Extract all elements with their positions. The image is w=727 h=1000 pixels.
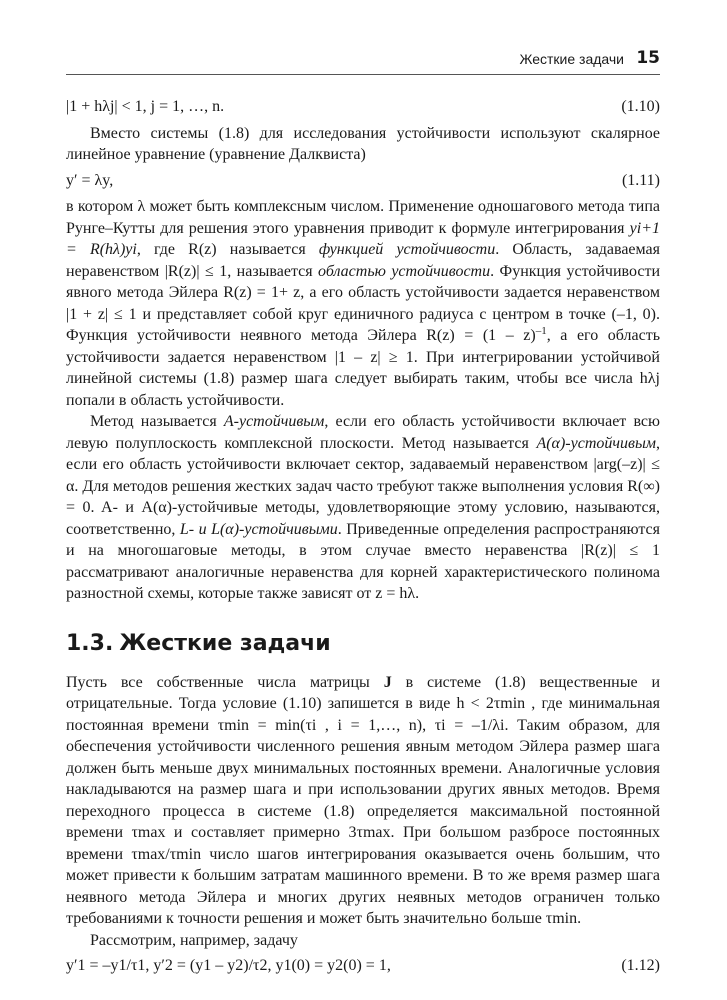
term-l-stable: L- и L(α)-устойчивыми	[179, 520, 338, 538]
section-number: 1.3.	[66, 630, 114, 656]
equation-formula: y′ = λy,	[66, 171, 114, 189]
exponent: –1	[535, 325, 547, 337]
term-a-alpha-stable: A(α)-устойчивым	[536, 434, 656, 452]
matrix-symbol: J	[383, 673, 392, 691]
equation-number: (1.11)	[621, 171, 660, 189]
inline-formula: yi+1 = R(hλ)yi	[66, 219, 660, 258]
equation-1-11	[66, 170, 660, 192]
section-title: Жесткие задачи	[119, 630, 331, 656]
paragraph: в котором λ может быть комплексным числом. Применение одношагового метода типа Рунге–Кутты для решения этого уравнения приводит к формуле интегрирования yi+1 = R(hλ)yi, где R(z) называется функцией устойчивости. Область, задаваемая неравенством |R(z)| ≤ 1, называется областью устойчивости. Функция устойчивости явного метода Эйлера R(z) = 1+ z, а его область устойчивости задается неравенством |1 + z| ≤ 1 и представляет собой круг единичного радиуса с центром в точке (–1, 0). Функция устойчивости неявного метода Эйлера R(z) = (1 – z)$^{-1}$, а его область устойчивости задается неравенством |1 – z| ≥ 1. При интегрировании устойчивой линейной системы (1.8) размер шага следует выбирать таким, чтобы все числа hλj попали в область устойчивости.	[66, 198, 661, 409]
term-stability-function: функцией устойчивости	[318, 241, 496, 258]
paragraph: Вместо системы (1.8) для исследования устойчивости используют скалярное линейное уравнение (уравнение Далквиста)	[66, 124, 660, 163]
header-rule	[66, 74, 660, 75]
term-a-stable: A-устойчивым	[223, 413, 325, 430]
section-heading	[66, 629, 660, 659]
equation-1-12	[66, 955, 660, 977]
page-body	[66, 92, 660, 982]
term-stability-region: областью устойчивости	[318, 262, 491, 280]
equation-number: (1.12)	[621, 957, 660, 974]
page-number: 15	[636, 48, 660, 68]
paragraph: Рассмотрим, например, задачу	[90, 931, 298, 949]
page-header	[66, 48, 660, 74]
equation-formula: y′1 = –y1/τ1, y′2 = (y1 – y2)/τ2, y1(0) = y2(0) = 1,	[66, 957, 391, 974]
paragraph: Пусть все собственные числа матрицы J в системе (1.8) вещественные и отрицательные. Тогда условие (1.10) запишется в виде h < 2τmin , где минимальная постоянная времени τmin = min(τi , i = 1,…, n), τi = –1/λi. Таким образом, для обеспечения устойчивости численного решения явным методом Эйлера размер шага должен быть меньше двух минимальных постоянных времени. Аналогичные условия накладываются на размер шага и при использовании других явных методов. Время переходного процесса в системе (1.8) определяется максимальной постоянной времени τmax и составляет примерно 3τmax. При большом разбросе постоянных времени τmax/τmin число шагов интегрирования оказывается очень большим, что может привести к большим затратам машинного времени. В то же время размер шага неявного метода Эйлера и многих других неявных методов ограничен только требованиями к точности решения и может быть значительно больше τmin.	[66, 673, 660, 927]
equation-1-10	[66, 96, 660, 118]
equation-number: (1.10)	[621, 98, 660, 115]
paragraph: Метод называется A-устойчивым, если его область устойчивости включает всю левую полуплоскость комплексной плоскости. Метод называется A(α)-устойчивым, если его область устойчивости включает сектор, задаваемый неравенством |arg(–z)| ≤ α. Для методов решения жестких задач часто требуют также выполнения условия R(∞) = 0. A- и A(α)-устойчивые методы, удовлетворяющие этому условию, называются, соответственно, L- и L(α)-устойчивыми. Приведенные определения распространяются и на многошаговые методы, в этом случае вместо неравенства |R(z)| ≤ 1 рассматривают аналогичные неравенства для корней характеристического полинома разностной схемы, которые также зависят от z = hλ.	[66, 413, 660, 602]
running-title: Жесткие задачи	[519, 51, 624, 67]
equation-formula: |1 + hλj| < 1, j = 1, …, n.	[66, 98, 225, 115]
